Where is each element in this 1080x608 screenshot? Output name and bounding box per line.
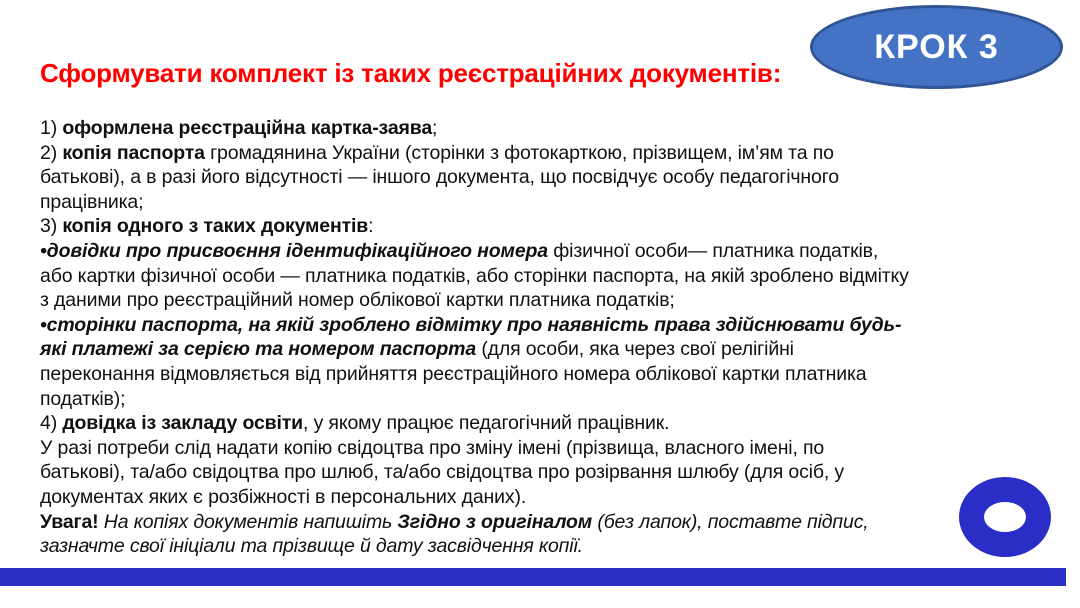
text-segment: копія паспорта xyxy=(62,141,205,164)
text-segment: •довідки про присвоєння ідентифікаційного номера xyxy=(40,239,548,262)
text-line xyxy=(40,510,1050,535)
text-segment: Увага! xyxy=(40,510,99,533)
text-segment: (для особи, яка через свої релігійні xyxy=(476,338,794,361)
text-segment: 4) xyxy=(40,412,63,435)
text-segment: На копіях документів напишіть xyxy=(98,510,398,533)
text-line xyxy=(40,190,1050,215)
text-segment: довідка із закладу освіти xyxy=(62,412,304,435)
text-segment: У разі потреби слід надати копію свідоцтва про зміну імені (прізвища, власного імені, по xyxy=(40,436,825,459)
text-segment: 1) xyxy=(40,117,63,139)
text-line xyxy=(40,337,1050,362)
step-badge-label: КРОК 3 xyxy=(874,27,999,66)
text-segment: копія одного з таких документів xyxy=(62,215,369,238)
text-line xyxy=(40,534,1050,559)
text-segment: •сторінки паспорта, на якій зроблено відмітку про наявність права здійснювати будь- xyxy=(40,313,902,336)
text-line xyxy=(40,485,1050,510)
text-line xyxy=(40,165,1050,190)
text-segment: документах яких є розбіжності в персональних даних). xyxy=(40,485,527,508)
body-text xyxy=(40,116,1050,559)
text-segment: громадянина України (сторінки з фотокарткою, прізвищем, ім’ям та по xyxy=(204,141,834,164)
text-segment: працівника; xyxy=(40,190,144,213)
text-line xyxy=(40,264,1050,289)
text-segment: або картки фізичної особи — платника податків, або сторінки паспорта, на якій зроблено відмітку xyxy=(40,264,909,287)
text-segment: батькові), та/або свідоцтва про шлюб, та/або свідоцтва про розірвання шлюбу (для осіб, у xyxy=(40,461,845,484)
text-line xyxy=(40,239,1050,264)
text-segment: , у якому працює педагогічний працівник. xyxy=(303,412,670,435)
text-line xyxy=(40,141,1050,166)
text-segment: оформлена реєстраційна картка-заява xyxy=(62,117,433,139)
text-segment: ; xyxy=(432,117,438,139)
text-line xyxy=(40,460,1050,485)
text-segment: 3) xyxy=(40,215,63,238)
text-line xyxy=(40,436,1050,461)
ring-decoration xyxy=(959,477,1051,557)
text-segment: переконання відмовляється від прийняття реєстраційного номера облікової картки платника xyxy=(40,362,867,385)
text-line xyxy=(40,214,1050,239)
slide-title: Сформувати комплект із таких реєстраційних документів: xyxy=(40,58,782,88)
text-segment: зазначте свої ініціали та прізвище й дату засвідчення копії. xyxy=(40,535,583,558)
text-line xyxy=(40,387,1050,412)
text-segment: Згідно з оригіналом xyxy=(397,510,593,533)
bottom-bar xyxy=(0,568,1066,586)
text-line xyxy=(40,313,1050,338)
text-segment: які платежі за серією та номером паспорта xyxy=(40,338,477,361)
text-segment: : xyxy=(368,215,374,238)
text-segment: податків); xyxy=(40,387,126,410)
text-segment: фізичної особи— платника податків, xyxy=(548,239,879,262)
text-segment: (без лапок), поставте підпис, xyxy=(592,510,869,533)
text-line xyxy=(40,362,1050,387)
text-segment: з даними про реєстраційний номер облікової картки платника податків; xyxy=(40,289,675,312)
text-line xyxy=(40,116,1050,141)
text-segment: батькові), а в разі його відсутності — іншого документа, що посвідчує особу педагогічного xyxy=(40,166,839,189)
text-line xyxy=(40,411,1050,436)
text-line xyxy=(40,288,1050,313)
text-segment: 2) xyxy=(40,141,63,164)
